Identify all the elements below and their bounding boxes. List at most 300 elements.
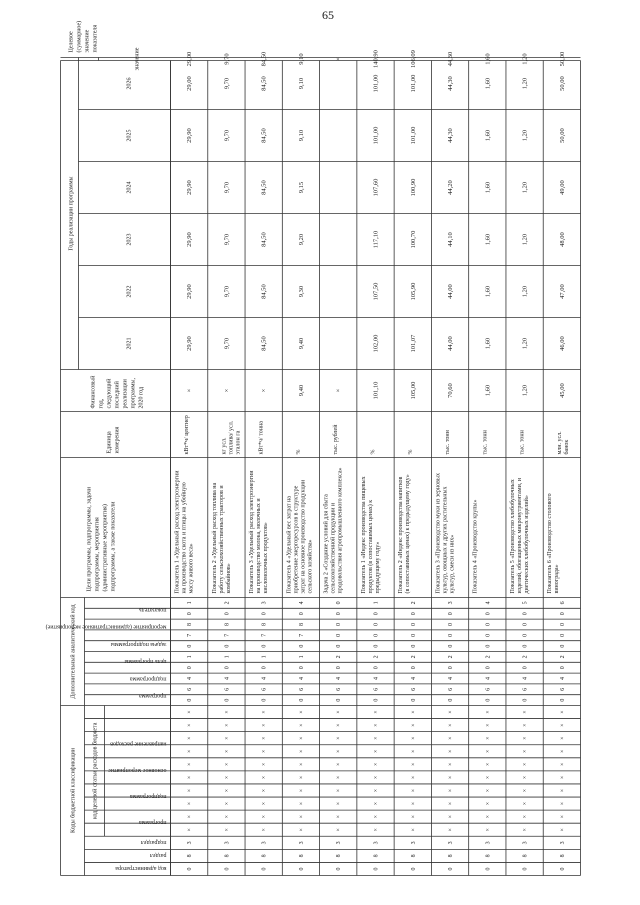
row-year-value: 48,00 [558, 232, 566, 247]
budget-code-cell: × [261, 710, 268, 714]
budget-code-cell: × [484, 762, 491, 767]
budget-code-cell: × [522, 749, 529, 753]
analytic-digit: 0 [186, 666, 193, 670]
budget-code-cell: 8 [559, 854, 566, 858]
budget-code-cell: 0 [298, 867, 305, 871]
budget-code-cell: × [484, 723, 491, 727]
svg-text:%: % [407, 449, 414, 455]
analytic-digit: 4 [298, 677, 305, 680]
analytic-digit: 0 [335, 666, 342, 670]
analytic-digit: 6 [559, 601, 566, 605]
budget-code-cell: × [373, 723, 379, 727]
year-header-2026: 2026 [126, 77, 132, 90]
row-base-value: 101,10 [372, 381, 379, 400]
svg-text:измерения: измерения [114, 426, 120, 454]
budget-codes-header: Коды бюджетной классификации [70, 748, 76, 833]
budget-code-cell: × [373, 788, 379, 793]
row-year-value: 9,10 [297, 129, 305, 142]
analytic-digit: 1 [186, 655, 193, 659]
target-value-header: значение [134, 47, 140, 71]
row-base-value: 1,60 [483, 384, 491, 397]
analytic-digit: 0 [186, 644, 193, 648]
row-target-value: 84,50 [260, 51, 268, 67]
budget-code-cell: × [261, 762, 268, 767]
budget-code-cell: × [559, 814, 566, 819]
budget-code-cell: × [522, 775, 529, 780]
expense-sub-3: направление расходов [109, 740, 166, 747]
analytic-digit: 0 [484, 633, 491, 637]
budget-code-cell: × [522, 710, 529, 714]
analytic-digit: 0 [223, 698, 230, 702]
row-base-value: × [260, 388, 268, 393]
row-unit [332, 424, 339, 455]
row-year-value: 1,60 [483, 77, 491, 90]
analytic-digit: 6 [261, 687, 268, 691]
svg-text:%: % [370, 449, 376, 455]
row-year-value: 84,50 [260, 76, 268, 91]
budget-code-cell: 3 [447, 841, 454, 845]
analytic-digit: 0 [410, 612, 417, 616]
analytic-digit: 3 [447, 601, 454, 605]
svg-text:топлива/ усл.: топлива/ усл. [227, 420, 234, 455]
budget-code-cell: × [522, 723, 529, 727]
budget-code-cell: 3 [484, 841, 491, 845]
analytic-digit: 7 [261, 633, 268, 637]
budget-code-cell: × [261, 736, 268, 740]
budget-code-cell: 8 [298, 854, 305, 858]
svg-text:%: % [295, 449, 302, 455]
row-year-value: 47,00 [558, 284, 566, 299]
budget-code-cell: × [223, 828, 230, 832]
row-year-value: 44,20 [446, 180, 454, 195]
row-year-value: 102,00 [372, 334, 379, 353]
budget-code-cell: × [484, 749, 491, 753]
analytic-digit: 1 [373, 601, 379, 605]
budget-code-cell: 3 [261, 841, 268, 845]
row-indicator-name [173, 470, 194, 594]
budget-code-cell: 8 [186, 854, 193, 858]
svg-text:Финансовый: Финансовый [90, 375, 96, 409]
budget-code-cell: × [261, 828, 268, 832]
analytic-sub-0: программа [138, 692, 166, 699]
row-year-value: 29,90 [185, 128, 193, 143]
row-year-value: 9,20 [297, 233, 305, 246]
budget-sub-0: код администратора [114, 864, 166, 871]
budget-code-cell: × [559, 736, 566, 740]
svg-text:культур, овощных и других раст: культур, овощных и других растительных [441, 486, 448, 594]
budget-code-cell: × [223, 723, 230, 727]
budget-code-cell: × [335, 710, 342, 714]
analytic-digit: 0 [484, 623, 491, 626]
svg-text:Показатель 4 «Удельный вес зат: Показатель 4 «Удельный вес затрат на [285, 496, 292, 594]
row-target-value: 44,30 [446, 51, 454, 67]
analytic-digit: 0 [373, 666, 379, 670]
analytic-digit: 0 [522, 666, 529, 670]
budget-code-cell: × [559, 828, 566, 832]
svg-text:Задача 2 «Создание условий для: Задача 2 «Создание условий для сбыта [323, 494, 330, 594]
row-base-value: 45,00 [558, 383, 566, 398]
analytic-digit: 0 [186, 612, 193, 616]
budget-code-cell: 0 [447, 867, 454, 871]
analytic-digit: 0 [447, 612, 454, 616]
row-year-value: 1,20 [521, 77, 529, 90]
row-year-value: 1,20 [521, 181, 529, 194]
budget-code-cell: × [298, 814, 305, 819]
row-year-value: 100,90 [409, 178, 417, 197]
svg-text:Целевое: Целевое [68, 31, 74, 53]
budget-code-cell: × [335, 723, 342, 727]
row-target-value: 106,09 [409, 50, 417, 68]
svg-text:комбайнов»: комбайнов» [225, 563, 232, 594]
analytic-sub-1: подпрограмма [129, 675, 166, 682]
budget-code-cell: 3 [373, 841, 379, 845]
budget-code-cell: 8 [223, 854, 230, 858]
analytic-digit: 2 [410, 655, 417, 659]
analytic-digit: 7 [298, 633, 305, 637]
budget-code-cell: 0 [335, 867, 342, 871]
row-year-value: 9,40 [297, 337, 305, 350]
analytic-digit: 8 [261, 623, 268, 626]
svg-text:подпрограммы, а также показате: подпрограммы, а также показатели [110, 501, 116, 592]
row-year-value: 1,20 [521, 337, 529, 350]
analytic-digit: 0 [186, 698, 193, 702]
budget-code-cell: × [484, 801, 491, 806]
svg-text:на производство молока, молочн: на производство молока, молочных и [255, 498, 262, 594]
svg-text:Показатель 1 «Удельный расход: Показатель 1 «Удельный расход электроэнергии [174, 470, 180, 594]
row-year-value: 100,70 [409, 230, 417, 249]
row-unit [407, 450, 413, 455]
budget-code-cell: × [335, 788, 342, 793]
budget-code-cell: × [522, 801, 529, 806]
budget-code-cell: × [484, 775, 491, 780]
svg-text:год,: год, [98, 398, 104, 409]
analytic-digit: 4 [298, 601, 305, 605]
row-year-value: 29,00 [185, 76, 193, 91]
row-year-value: 1,20 [521, 285, 529, 298]
analytic-digit: 6 [335, 687, 342, 691]
svg-text:Показатель 5 «Производство хле: Показатель 5 «Производство хлебобулочных [509, 479, 516, 594]
budget-sub-1: раздел [149, 851, 166, 858]
svg-text:программы,: программы, [130, 378, 136, 409]
analytic-digit: 0 [298, 666, 305, 670]
row-target-value: 9,70 [222, 53, 230, 65]
budget-code-cell: × [447, 723, 454, 727]
budget-code-cell: × [223, 814, 230, 819]
analytic-digit: 0 [298, 644, 305, 648]
row-year-value: 101,07 [409, 334, 417, 353]
row-year-value: 101,00 [372, 126, 379, 145]
budget-code-cell: 0 [484, 867, 491, 871]
budget-code-cell: × [223, 736, 230, 740]
analytic-digit: 0 [559, 644, 566, 648]
analytic-digit: 1 [186, 601, 193, 605]
row-year-value: 107,50 [372, 282, 379, 301]
analytic-digit: 0 [522, 623, 529, 626]
svg-text:кг усл.: кг усл. [220, 437, 227, 455]
budget-code-cell: 0 [559, 867, 566, 871]
budget-code-cell: 8 [261, 854, 268, 858]
program-indicators-table [45, 20, 580, 876]
row-year-value: 9,70 [222, 129, 230, 142]
row-indicator-name [508, 477, 529, 593]
row-indicator-name [360, 476, 380, 593]
budget-code-cell: × [335, 775, 342, 780]
row-year-value: 84,50 [260, 180, 268, 195]
analytic-digit: 0 [261, 698, 268, 702]
analytic-digit: 0 [410, 644, 417, 648]
budget-code-cell: 8 [522, 854, 529, 858]
row-year-value: 44,10 [446, 232, 454, 247]
analytic-digit: 0 [223, 644, 230, 648]
row-target-value: × [334, 57, 342, 61]
budget-code-cell: × [335, 749, 342, 753]
analytic-digit: 0 [410, 698, 417, 702]
row-unit [370, 450, 376, 455]
svg-text:банок: банок [563, 439, 570, 455]
base-year-header [89, 375, 144, 409]
row-indicator-name [322, 467, 343, 593]
svg-text:реализации: реализации [122, 379, 128, 409]
analytic-digit: 0 [522, 633, 529, 637]
svg-text:эталон га: эталон га [234, 430, 241, 455]
budget-sub-2: подраздел [140, 838, 166, 845]
svg-text:значение: значение [84, 29, 90, 53]
budget-code-cell: × [298, 710, 305, 714]
budget-code-cell: × [447, 762, 454, 767]
svg-text:сельскохозяйственной продукции: сельскохозяйственной продукции и [330, 502, 337, 594]
analytic-digit: 3 [261, 601, 268, 605]
row-unit [556, 431, 569, 455]
budget-code-cell: × [186, 775, 193, 780]
budget-code-cell: 0 [223, 867, 230, 871]
budget-code-cell: × [522, 828, 529, 832]
analytic-digit: 5 [522, 601, 529, 605]
budget-code-cell: × [335, 736, 342, 740]
analytic-codes-header: Дополнительный аналитический код [70, 604, 76, 699]
analytic-digit: 4 [522, 677, 529, 680]
svg-text:следующий: следующий [106, 378, 112, 409]
analytic-digit: 4 [373, 677, 379, 680]
budget-code-cell: × [298, 801, 305, 806]
svg-text:(административные мероприятия): (административные мероприятия) [102, 504, 108, 592]
budget-code-cell: 0 [373, 867, 379, 871]
budget-code-cell: 3 [522, 841, 529, 845]
budget-code-cell: × [447, 801, 454, 806]
analytic-digit: 1 [223, 655, 230, 659]
analytic-digit: 4 [447, 677, 454, 680]
analytic-digit: 8 [298, 623, 305, 626]
row-year-value: 29,90 [185, 232, 193, 247]
budget-code-cell: × [298, 775, 305, 780]
year-header-2021: 2021 [126, 337, 132, 350]
row-target-value: 29,00 [185, 51, 193, 67]
row-target-value: 9,10 [297, 53, 305, 65]
budget-code-cell: × [559, 788, 566, 793]
row-year-value: 9,70 [222, 233, 230, 246]
svg-text:затрат на основное производств: затрат на основное производство продукции [299, 479, 306, 594]
row-base-value: 105,00 [409, 381, 417, 400]
budget-code-cell: × [186, 828, 193, 832]
analytic-digit: 6 [186, 687, 193, 691]
budget-code-cell: × [373, 762, 379, 767]
analytic-digit: 0 [559, 698, 566, 702]
analytic-digit: 2 [447, 655, 454, 659]
row-year-value: 49,00 [558, 180, 566, 195]
row-year-value: 9,70 [222, 285, 230, 298]
analytic-digit: 0 [447, 698, 454, 702]
budget-code-cell: × [298, 749, 305, 753]
svg-text:(в сопоставимых ценах) к преды: (в сопоставимых ценах) к предыдущему году» [404, 474, 411, 594]
row-year-value: 44,30 [446, 76, 454, 91]
row-year-value: 1,60 [483, 129, 491, 142]
row-year-value: 84,50 [260, 336, 268, 351]
analytic-digit: 6 [559, 687, 566, 691]
budget-code-cell: × [410, 736, 417, 740]
budget-code-cell: × [559, 749, 566, 753]
svg-text:Показатель 2 «Удельный расход: Показатель 2 «Удельный расход топлива на [211, 482, 218, 594]
expense-sub-1: подпрограмма [129, 793, 166, 800]
row-year-value: 107,60 [372, 178, 379, 197]
analytic-digit: 4 [410, 677, 417, 680]
analytic-digit: 1 [298, 655, 305, 659]
budget-code-cell: 0 [522, 867, 529, 871]
svg-text:диетических хлебобулочных изде: диетических хлебобулочных изделий» [523, 495, 530, 594]
budget-code-cell: × [447, 749, 454, 753]
budget-code-cell: 3 [335, 841, 342, 845]
svg-text:кВт*ч/ тонна: кВт*ч/ тонна [258, 421, 265, 455]
svg-text:последний: последний [114, 381, 120, 409]
analytic-digit: 2 [484, 655, 491, 659]
row-target-value: 50,00 [558, 51, 566, 67]
row-year-value: 101,00 [409, 74, 417, 93]
year-header-2022: 2022 [126, 285, 132, 298]
row-year-value: 9,70 [222, 181, 230, 194]
budget-code-cell: 8 [335, 854, 342, 858]
budget-code-cell: × [410, 814, 417, 819]
year-header-2024: 2024 [126, 181, 132, 194]
budget-code-cell: × [373, 710, 379, 714]
analytic-digit: 0 [522, 644, 529, 648]
budget-code-cell: × [335, 828, 342, 832]
budget-code-cell: × [186, 723, 193, 727]
svg-text:приобретение энергоресурсов в: приобретение энергоресурсов в структуре [292, 485, 299, 594]
budget-code-cell: × [298, 788, 305, 793]
budget-code-cell: × [261, 788, 268, 793]
analytic-digit: 0 [522, 698, 529, 702]
analytic-digit: 0 [223, 612, 230, 616]
budget-code-cell: 8 [410, 854, 417, 858]
svg-text:(суммарное): (суммарное) [76, 20, 82, 53]
row-indicator-name [435, 473, 455, 594]
row-base-value: × [185, 388, 193, 393]
budget-code-cell: × [373, 775, 379, 780]
analytic-digit: 0 [447, 633, 454, 637]
row-unit [295, 450, 301, 455]
row-base-value: × [222, 388, 230, 393]
budget-code-cell: × [410, 710, 417, 714]
svg-text:массу живого веса»: массу живого веса» [188, 543, 194, 594]
svg-text:подпрограммы, мероприятия: подпрограммы, мероприятия [94, 517, 100, 592]
budget-code-cell: × [223, 788, 230, 793]
budget-code-cell: × [186, 801, 193, 806]
budget-code-cell: × [559, 762, 566, 767]
analytic-sub-4: мероприятие (административное мероприятие) [45, 623, 166, 630]
row-year-value: 46,00 [558, 336, 566, 351]
analytic-digit: 0 [373, 644, 379, 648]
budget-code-cell: × [484, 788, 491, 793]
row-year-value: 1,20 [521, 129, 529, 142]
analytic-digit: 4 [335, 677, 342, 680]
budget-code-cell: × [223, 710, 230, 714]
budget-code-cell: 3 [559, 841, 566, 845]
unit-header [106, 426, 120, 453]
svg-text:тыс. тонн: тыс. тонн [519, 430, 526, 455]
row-target-value: 1,20 [521, 53, 529, 65]
budget-code-cell: × [261, 749, 268, 753]
analytic-digit: 0 [447, 644, 454, 648]
row-unit [482, 429, 488, 454]
row-base-value: 1,20 [521, 384, 529, 397]
analytic-digit: 0 [223, 666, 230, 670]
analytic-digit: 6 [522, 687, 529, 691]
goals-header [86, 486, 116, 591]
analytic-digit: 0 [261, 666, 268, 670]
analytic-digit: 6 [373, 687, 379, 691]
svg-text:тыс. рублей: тыс. рублей [332, 424, 339, 455]
analytic-digit: 6 [298, 687, 305, 691]
row-year-value: 84,50 [260, 284, 268, 299]
row-unit [184, 415, 190, 454]
row-base-value: 70,60 [446, 383, 454, 398]
budget-code-cell: × [559, 801, 566, 806]
row-year-value: 1,60 [483, 181, 491, 194]
row-year-value: 84,50 [260, 232, 268, 247]
analytic-digit: 4 [484, 601, 491, 605]
analytic-digit: 1 [261, 655, 268, 659]
analytic-digit: 0 [335, 601, 342, 605]
svg-text:Показатель 4 «Производство кру: Показатель 4 «Производство крупы» [472, 499, 479, 594]
budget-code-cell: × [410, 801, 417, 806]
row-year-value: 1,60 [483, 337, 491, 350]
row-year-value: 9,10 [297, 77, 305, 90]
budget-code-cell: × [223, 775, 230, 780]
budget-code-cell: × [261, 814, 268, 819]
budget-code-cell: 0 [186, 867, 193, 871]
analytic-digit: 2 [373, 655, 379, 659]
budget-code-cell: × [373, 814, 379, 819]
analytic-digit: 7 [223, 633, 230, 637]
budget-code-cell: 0 [410, 867, 417, 871]
svg-text:Единица: Единица [106, 431, 112, 454]
budget-code-cell: 3 [186, 841, 193, 845]
row-year-value: 50,00 [558, 128, 566, 143]
rotated-landscape-table [45, 20, 580, 876]
budget-code-cell: × [410, 723, 417, 727]
budget-code-cell: × [522, 736, 529, 740]
row-indicator-name [398, 474, 411, 593]
analytic-digit: 0 [410, 623, 417, 626]
svg-text:кВт*ч/ центнер: кВт*ч/ центнер [183, 415, 190, 455]
analytic-digit: 0 [484, 666, 491, 670]
analytic-sub-2: цель программы [123, 658, 166, 665]
analytic-digit: 0 [298, 612, 305, 616]
budget-code-cell: × [373, 736, 379, 740]
svg-text:тыс. тонн: тыс. тонн [444, 430, 451, 455]
svg-text:Показатель 3 «Производство мук: Показатель 3 «Производство муки из зерновых [434, 473, 441, 594]
row-year-value: 9,70 [222, 77, 230, 90]
analytic-digit: 4 [559, 677, 566, 680]
row-unit [221, 420, 241, 454]
